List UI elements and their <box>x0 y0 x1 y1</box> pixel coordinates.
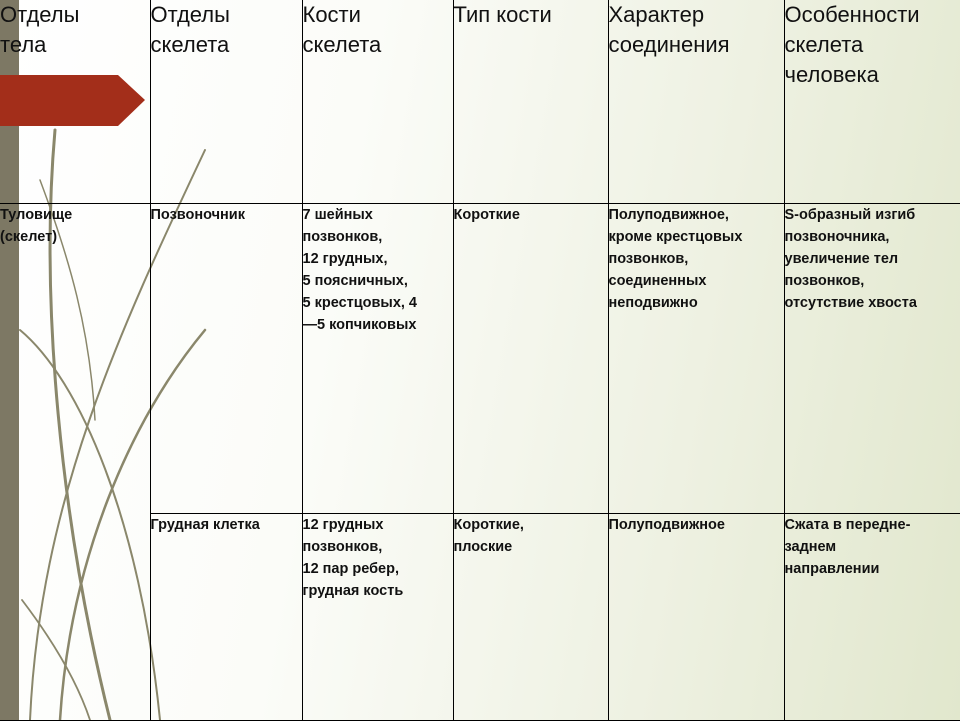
cell-features: S-образный изгиб позвоночника, увеличение тел позвонков, отсутствие хвоста <box>784 203 960 513</box>
cell-features: Сжата в передне- заднем направлении <box>784 513 960 720</box>
cell-bone-type: Короткие, плоские <box>453 513 608 720</box>
header-joint-type: Характер соединения <box>608 0 784 203</box>
cell-bones: 7 шейных позвонков, 12 грудных, 5 поясничных, 5 крестцовых, 4 —5 копчиковых <box>302 203 453 513</box>
cell-joint-type: Полуподвижное <box>608 513 784 720</box>
header-skeleton-parts: Отделы скелета <box>150 0 302 203</box>
header-body-parts: Отделы тела <box>0 0 150 203</box>
cell-body-part: Туловище (скелет) <box>0 203 150 720</box>
cell-skeleton-part: Позвоночник <box>150 203 302 513</box>
header-skeleton-bones: Кости скелета <box>302 0 453 203</box>
cell-joint-type: Полуподвижное, кроме крестцовых позвонков, соединенных неподвижно <box>608 203 784 513</box>
cell-bones: 12 грудных позвонков, 12 пар ребер, грудная кость <box>302 513 453 720</box>
header-features: Особенности скелета человека <box>784 0 960 203</box>
cell-skeleton-part: Грудная клетка <box>150 513 302 720</box>
header-bone-type: Тип кости <box>453 0 608 203</box>
table-row <box>0 203 960 513</box>
cell-bone-type: Короткие <box>453 203 608 513</box>
table-header-row <box>0 0 960 203</box>
